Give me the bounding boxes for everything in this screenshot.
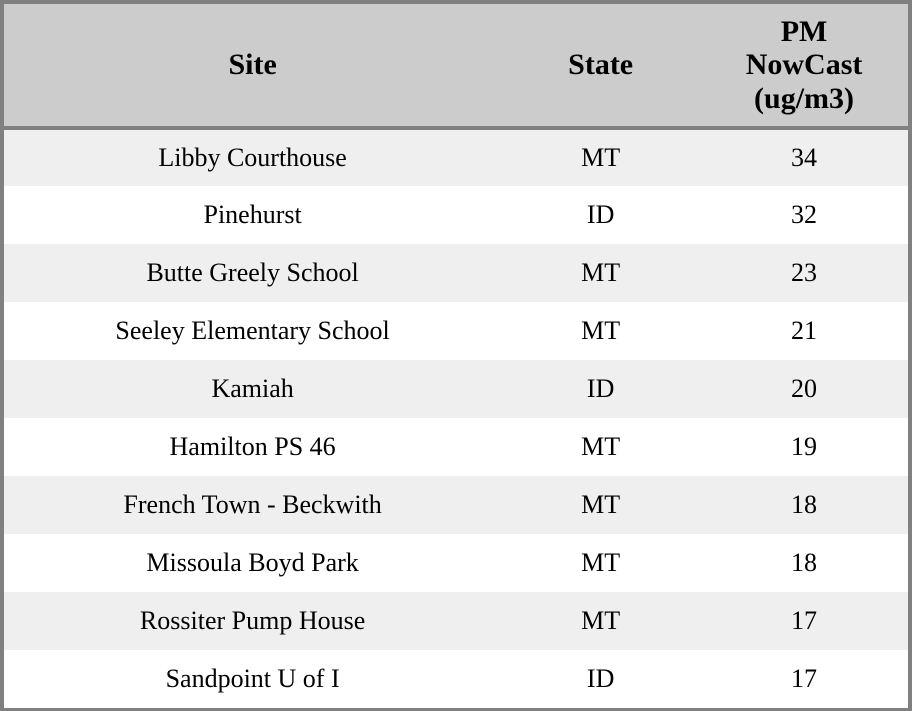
table-body <box>4 128 908 708</box>
table-row <box>4 360 908 418</box>
cell-pm-nowcast: 20 <box>791 374 818 403</box>
cell-site: French Town - Beckwith <box>123 490 382 519</box>
air-quality-table <box>4 4 908 708</box>
cell-site: Butte Greely School <box>146 258 359 287</box>
cell-site: Hamilton PS 46 <box>169 432 336 461</box>
cell-pm-nowcast: 18 <box>791 490 818 519</box>
cell-site: Libby Courthouse <box>158 143 347 172</box>
cell-pm-nowcast: 21 <box>791 316 818 345</box>
cell-site: Seeley Elementary School <box>115 316 390 345</box>
cell-pm-nowcast: 23 <box>791 258 818 287</box>
table-row <box>4 302 908 360</box>
cell-pm-nowcast: 17 <box>791 606 818 635</box>
cell-state: MT <box>581 316 621 345</box>
table-row <box>4 592 908 650</box>
column-header-site: Site <box>4 4 501 128</box>
cell-state: ID <box>586 374 615 403</box>
cell-site: Missoula Boyd Park <box>146 548 359 577</box>
cell-state: MT <box>581 143 621 172</box>
cell-site: Rossiter Pump House <box>139 606 366 635</box>
cell-pm-nowcast: 18 <box>791 548 818 577</box>
header-row <box>4 4 908 128</box>
cell-pm-nowcast: 32 <box>791 200 818 229</box>
cell-pm-nowcast: 34 <box>791 143 818 172</box>
column-header-state: State <box>501 4 700 128</box>
cell-pm-nowcast: 17 <box>791 664 818 693</box>
table-row <box>4 418 908 476</box>
cell-site: Kamiah <box>211 374 294 403</box>
column-header-pm-nowcast-line3: (ug/m3) <box>754 81 855 115</box>
table-header <box>4 4 908 128</box>
cell-state: MT <box>581 548 621 577</box>
table-row <box>4 534 908 592</box>
cell-site: Pinehurst <box>203 200 302 229</box>
table-row <box>4 476 908 534</box>
cell-pm-nowcast: 19 <box>791 432 818 461</box>
table-row <box>4 186 908 244</box>
cell-state: ID <box>586 664 615 693</box>
column-header-pm-nowcast-line1: PM <box>780 14 828 48</box>
column-header-pm-nowcast-line2: NowCast <box>745 48 863 82</box>
cell-state: ID <box>586 200 615 229</box>
cell-state: MT <box>581 432 621 461</box>
column-header-pm-nowcast <box>700 4 908 128</box>
table-row <box>4 244 908 302</box>
cell-state: MT <box>581 258 621 287</box>
cell-site: Sandpoint U of I <box>165 664 340 693</box>
table-row <box>4 128 908 186</box>
cell-state: MT <box>581 606 621 635</box>
table-row <box>4 650 908 708</box>
cell-state: MT <box>581 490 621 519</box>
